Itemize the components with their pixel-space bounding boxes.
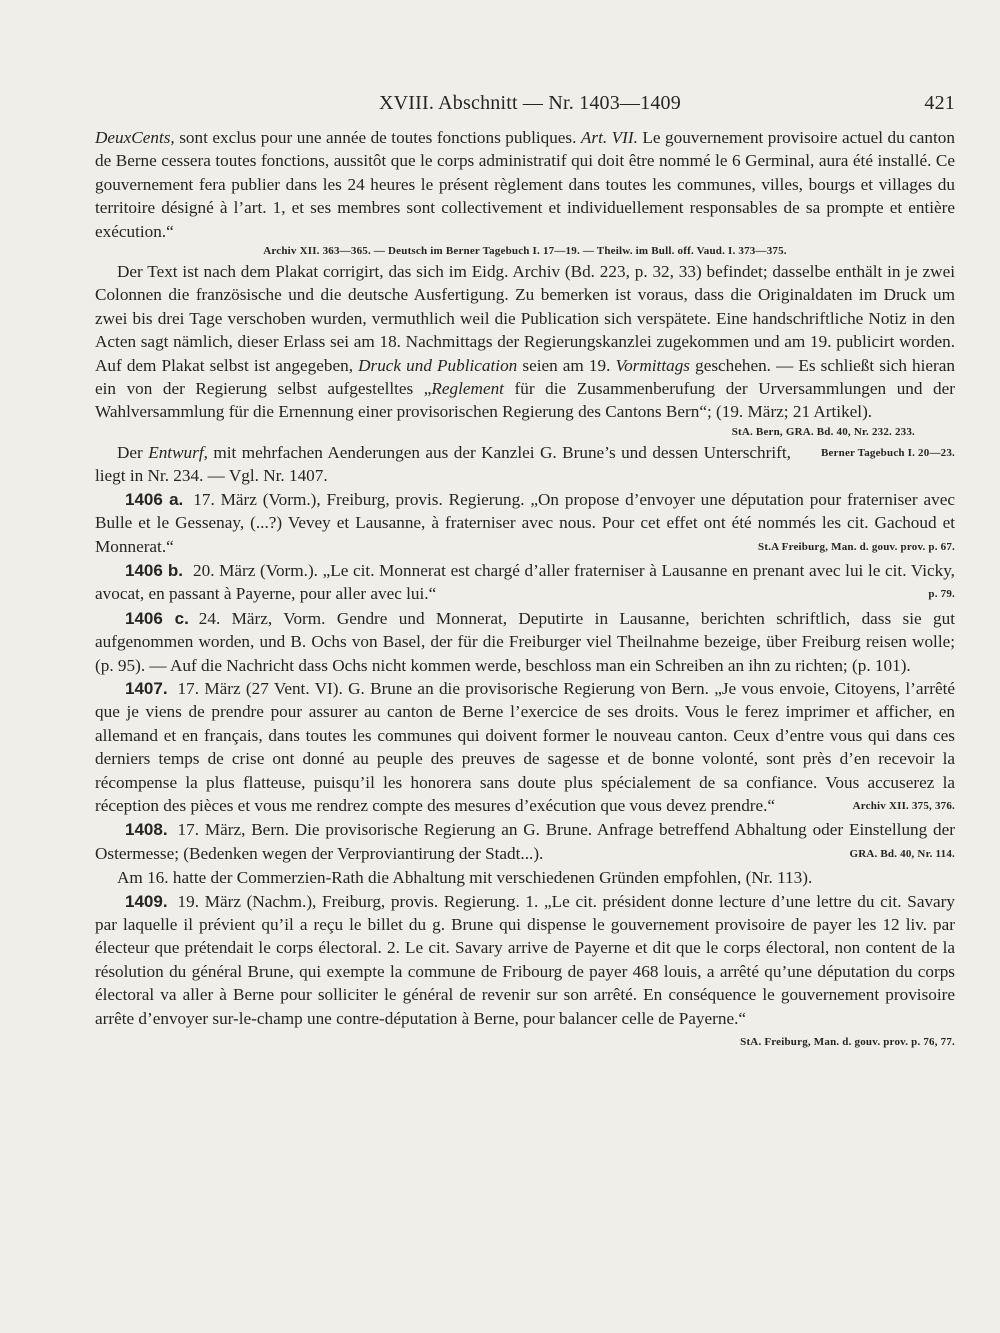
paragraph-text-note	[95, 260, 955, 424]
entry-number: 1406 a.	[125, 489, 184, 509]
entry-1407	[95, 677, 955, 817]
entry-1408-note: Am 16. hatte der Commerzien-Rath die Abhaltung mit verschiedenen Gründen empfohlen, (Nr. 113).	[117, 868, 813, 888]
entry-1406b	[95, 559, 955, 606]
source-reference: StA. Bern, GRA. Bd. 40, Nr. 232. 233.	[731, 425, 915, 438]
entry-text: 17. März, Bern. Die provisorische Regierung an G. Brune. Anfrage betreffend Abhaltung oder Einstellung der Ostermesse; (Bedenken wegen der Verproviantirung der Stadt...).	[95, 820, 955, 863]
source-reference: StA. Freiburg, Man. d. gouv. prov. p. 76, 77.	[740, 1036, 955, 1049]
paragraph-entwurf	[95, 441, 955, 488]
entry-number: 1409.	[125, 891, 168, 911]
paragraph-reglement-end	[95, 126, 955, 243]
italic-term: Vormittags	[615, 355, 690, 375]
entry-number: 1406 c.	[125, 608, 189, 628]
source-reference: p. 79.	[928, 588, 955, 601]
source-reference: Archiv XII. 375, 376.	[852, 799, 955, 812]
source-reference: GRA. Bd. 40, Nr. 114.	[849, 847, 955, 860]
italic-term: Art. VII.	[580, 128, 638, 147]
text-run: Der Text ist nach dem Plakat corrigirt, das sich im Eidg. Archiv (Bd. 223, p. 32, 33) befindet; dasselbe enthält in je zwei Colonnen die französische und die deutsche Ausfertigung. Zu bemerken ist voraus, dass die Originaldaten im Druck um zwei bis drei Tage verschoben wurden, vermuthlich weil die Publication sich verspätete. Eine handschriftliche Notiz in den Acten sagt nämlich, dieser Erlass sei am 18. Nachmittags der Regierungskanzlei zugekommen und am 19. publicirt worden. Auf dem Plakat selbst ist angegeben,	[95, 262, 955, 375]
entry-text: 24. März, Vorm. Gendre und Monnerat, Deputirte in Lausanne, berichten schriftlich, dass sie gut aufgenommen worden, und B. Ochs von Basel, der für die Freiburger viel Theilnahme bezeige, über Freiburg reisen wolle; (p. 95). — Auf die Nachricht dass Ochs nicht kommen werde, beschloss man ein Schreiben an ihn zu richten; (p. 101).	[95, 608, 955, 675]
source-reference: St.A Freiburg, Man. d. gouv. prov. p. 67.	[758, 540, 955, 553]
text-run: seien am 19.	[517, 355, 616, 375]
italic-term: Druck und Publication	[358, 355, 518, 375]
text-run: für die Zusammenberufung der Urversammlungen und der Wahlversammlung für die Ernennung einer provisorischen Regierung des Cantons Bern“; (19. März; 21 Artikel).	[95, 379, 955, 422]
entry-number: 1406 b.	[125, 560, 183, 580]
italic-term: DeuxCents,	[95, 128, 175, 147]
running-title: XVIII. Abschnitt — Nr. 1403—1409	[379, 92, 681, 114]
text-run: geschehen. — Es schließt sich hieran ein von der Regierung selbst aufgestelltes „	[95, 355, 955, 399]
entry-text: 20. März (Vorm.). „Le cit. Monnerat est chargé d’aller fraterniser à Lausanne en prenant avec lui le cit. Vicky, avocat, en passant à Payerne, pour aller avec lui.“	[95, 560, 955, 604]
text-run: Der	[117, 442, 149, 462]
entry-text: 17. März (27 Vent. VI). G. Brune an die provisorische Regierung von Bern. „Je vous envoie, Citoyens, l’arrêté que je viens de prendre pour assurer au canton de Berne l’exercice de ses droits. Vous le ferez imprimer et afficher, en allemand et en français, dans toutes les communes qui doivent former le nouveau canton. Ceux d’entre vous qui dans ces derniers temps de crise ont donné au peuple des preuves de sagesse et de bonne volonté, sont près d’en recevoir la récompense la plus flatteuse, puisqu’il les honorera sans doute plus spécialement de sa confiance. Vous accuserez la réception des pièces et vous me rendrez compte des mesures d’exécution que vous devez prendre.“	[95, 678, 955, 815]
entry-1406a	[95, 488, 955, 558]
text-run: Le gouvernement provisoire actuel du canton de Berne cessera toutes fonctions, aussitôt que le corps administratif qui doit être nommé le 6 Germinal, aura été installé. Ce gouvernement fera publier dans les 24 heures le présent règlement dans toutes les communes, villes, bourgs et villages du territoire désigné à l’art. 1, et ses membres sont collectivement et individuellement responsables de sa prompte et entière exécution.“	[95, 128, 955, 241]
text-run: sont exclus pour une année de toutes fonctions publiques.	[174, 128, 581, 147]
italic-term: Reglement	[431, 379, 504, 399]
entry-number: 1407.	[125, 678, 168, 698]
entry-text: 17. März (Vorm.), Freiburg, provis. Regierung. „On propose d’envoyer une députation pour fraterniser avec Bulle et le Gessenay, (...?) Vevey et Lausanne, à fraterniser avec nous. Pour cet effet ont été nommés les cit. Gachoud et Monnerat.“	[95, 489, 955, 556]
text-run: mit mehrfachen Aenderungen aus der Kanzlei G. Brune’s und dessen Unterschrift, liegt in Nr. 234. — Vgl. Nr. 1407.	[95, 442, 791, 486]
entry-text: 19. März (Nachm.), Freiburg, provis. Regierung. 1. „Le cit. président donne lecture d’une lettre du cit. Savary par laquelle il prévient qu’il a reçu le billet du g. Brune qui dispense le gouvernement provisoire de payer les 12 liv. par électeur que prétendait le corps électoral. 2. Le cit. Savary arrive de Payerne et dit que le corps électoral, non content de la résolution du général Brune, qui exempte la commune de Fribourg de payer 468 louis, a arrêté qu’une députation du corps électoral va aller à Berne pour solliciter le général de revenir sur son arrêté. En conséquence le gouvernement provisoire arrête d’envoyer sur-le-champ une contre-députation à Berne, pour balancer celle de Payerne.“	[95, 891, 955, 1028]
source-reference: Archiv XII. 363—365. — Deutsch im Berner Tagebuch I. 17—19. — Theilw. im Bull. off. Vaud. I. 373—375.	[263, 245, 787, 258]
entry-1409	[95, 890, 955, 1049]
entry-1408	[95, 818, 955, 865]
page-header	[95, 92, 955, 122]
page-number: 421	[924, 92, 955, 114]
entry-number: 1408.	[125, 820, 168, 840]
source-reference: Berner Tagebuch I. 20—23.	[820, 446, 955, 459]
page-body	[95, 126, 955, 1054]
italic-term: Entwurf,	[148, 442, 208, 462]
entry-1406c	[95, 607, 955, 677]
